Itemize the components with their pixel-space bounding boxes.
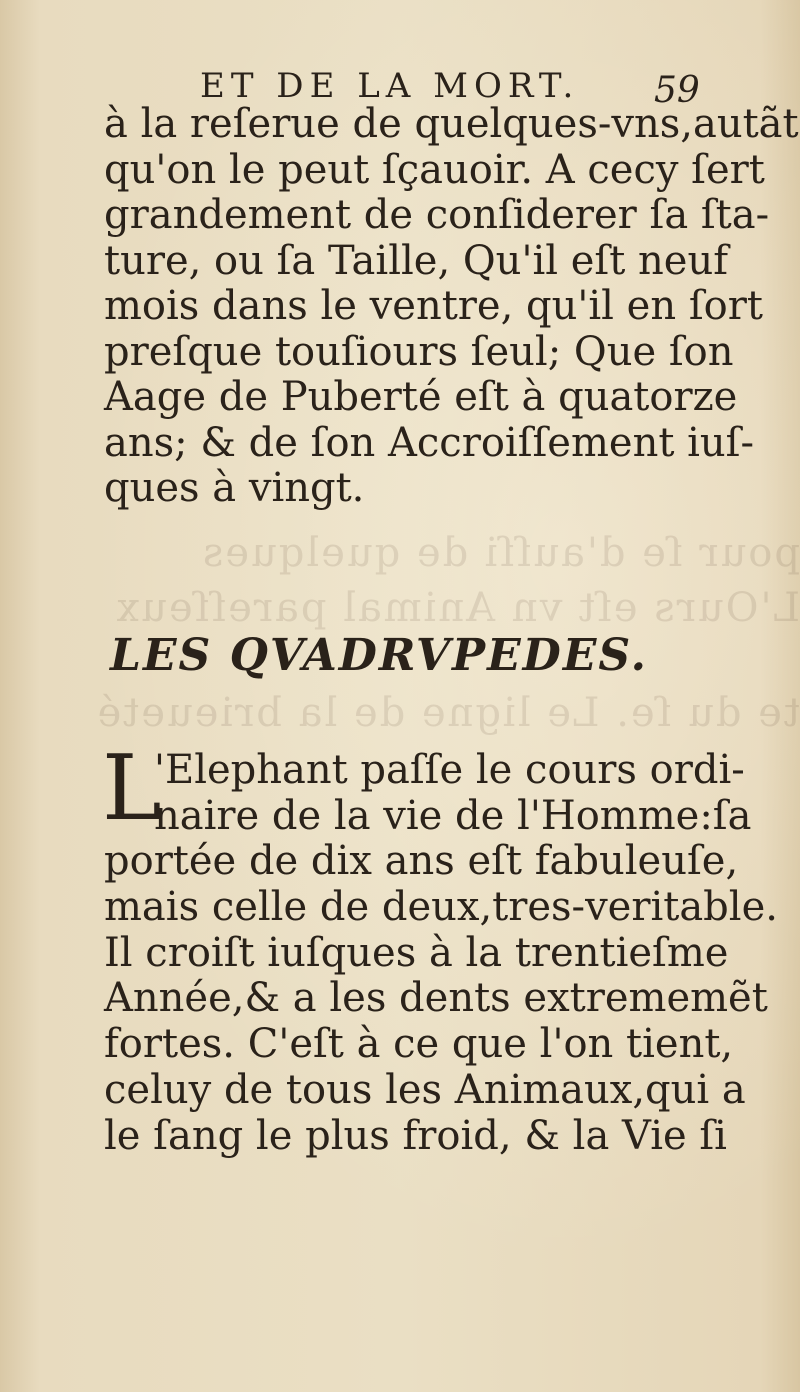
text-line: mais celle de deux,tres-veritable. — [104, 884, 778, 931]
text-line: Aage de Puberté eſt à quatorze — [104, 374, 738, 420]
text-line: fortes. C'eſt à ce que l'on tient, — [104, 1021, 734, 1068]
text-line: Année,& a les dents extrememẽt — [104, 975, 768, 1022]
text-line: à la reſerue de quelques-vns,autãt — [104, 101, 799, 147]
section-heading: LES QVADRVPEDES. — [110, 630, 648, 681]
text-line: ans; & de ſon Accroiſſement iuſ- — [104, 419, 754, 466]
paragraph-2 — [104, 747, 778, 1159]
text-line: qu'on le peut ſçauoir. A cecy ſert — [104, 146, 765, 193]
text-line: grandement de conſiderer ſa ſta- — [104, 192, 770, 238]
text-line: preſque touſiours ſeul; Que ſon — [104, 328, 734, 375]
text-line: ture, ou ſa Taille, Qu'il eſt neuf — [104, 237, 729, 284]
text-line: naire de la vie de l'Homme:ſa — [154, 792, 752, 839]
page-number: 59 — [654, 70, 700, 111]
text-line: ques à vingt. — [104, 465, 365, 511]
text-line: Il croiſt iuſques à la trentieſme — [104, 929, 729, 976]
show-through-text: pour ſe d'auſſi de quelques — [200, 530, 800, 576]
text-line: 'Elephant paſſe le cours ordi- — [154, 747, 745, 793]
text-line: celuy de tous les Animaux,qui a — [104, 1066, 746, 1113]
paragraph-1 — [104, 101, 799, 512]
show-through-text: te du ſe. Le ligne de la brieueté — [95, 690, 800, 736]
text-line: mois dans le ventre, qu'il en ſort — [104, 283, 763, 329]
text-line: le ſang le plus froid, & la Vie ſi — [104, 1112, 727, 1159]
show-through-text: L'Ours eſt vn Animal pareſſeux — [114, 585, 800, 631]
text-line: portée de dix ans eſt fabuleuſe, — [104, 838, 739, 885]
running-head: ET DE LA MORT. — [200, 66, 580, 106]
drop-cap: L — [102, 736, 162, 841]
